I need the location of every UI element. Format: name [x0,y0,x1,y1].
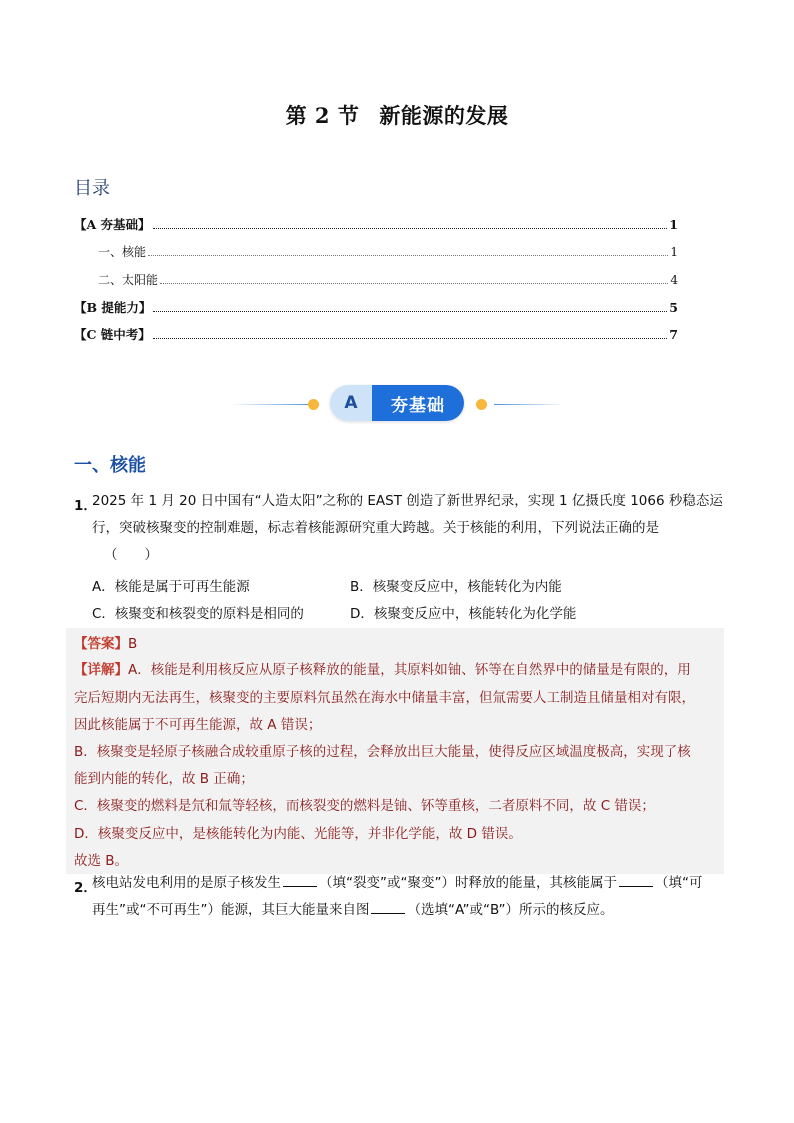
question-1-option-b[interactable]: B．核聚变反应中，核能转化为内能 [350,579,562,595]
question-2-text: （填“可 [654,875,703,891]
banner-dot-right [476,399,487,410]
section-heading: 一、核能 [74,455,146,476]
toc-entry-a[interactable] [74,215,678,233]
banner-line-right [494,404,564,405]
toc-entry-nuclear[interactable] [98,243,678,260]
detail-line: 完后短期内无法再生，核聚变的主要原料氘虽然在海水中储量丰富，但氚需要人工制造且储量相对有限， [74,690,695,706]
toc-leader-dots [160,283,668,284]
banner-label: 夯基础 [372,385,464,421]
section-number: 第 2 节 [285,103,360,128]
toc-entry-label: 二、太阳能 [98,273,159,287]
question-1-bracket: （ ） [104,547,158,563]
toc-entry-solar[interactable] [98,271,678,288]
question-1-option-c[interactable]: C．核聚变和核裂变的原料是相同的 [92,606,304,622]
toc-entry-c[interactable] [74,325,678,343]
banner-letter: A [330,385,372,421]
banner-pill [330,385,464,421]
detail-row [74,658,691,678]
question-2-text: 再生”或“不可再生”）能源，其巨大能量来自图 [92,902,370,918]
question-2-text: 核电站发电利用的是原子核发生 [92,875,281,891]
toc-entry-label: 【A 夯基础】 [74,217,151,232]
fill-blank[interactable] [619,886,653,887]
toc-entry-page: 4 [670,273,678,287]
question-2-text: （填“裂变”或“聚变”）时释放的能量，其核能属于 [319,875,617,891]
toc-leader-dots [153,338,667,339]
toc-leader-dots [153,311,667,312]
detail-line: 故选 B。 [74,853,129,869]
toc-leader-dots [153,228,668,229]
toc-entry-b[interactable] [74,298,678,316]
answer-tag: 【答案】 [74,636,128,652]
question-1-option-a[interactable]: A．核能是属于可再生能源 [92,579,250,595]
question-1-line-1: 2025 年 1 月 20 日中国有“人造太阳”之称的 EAST 创造了新世界纪录，实现 1 亿摄氏度 1066 秒稳态运 [92,493,723,509]
detail-line: D．核聚变反应中，是核能转化为内能、光能等，并非化学能，故 D 错误。 [74,826,522,842]
question-2-line-1 [92,870,702,897]
toc-entry-page: 1 [670,245,678,259]
question-1-number: 1． [74,498,97,514]
answer-row [74,632,137,652]
detail-line: B．核聚变是轻原子核融合成较重原子核的过程，会释放出巨大能量，使得反应区域温度极高，实现了核 [74,744,691,760]
question-1-line-2: 行，突破核聚变的控制难题，标志着核能源研究重大跨越。关于核能的利用，下列说法正确的是 [92,520,659,536]
section-title: 新能源的发展 [379,103,509,128]
toc-heading: 目录 [74,178,110,199]
question-2-number: 2． [74,880,97,896]
detail-tag: 【详解】 [74,662,128,678]
answer-value: B [128,636,138,652]
question-1-option-d[interactable]: D．核聚变反应中，核能转化为化学能 [350,606,577,622]
banner-dot-left [308,399,319,410]
detail-line: 能到内能的转化，故 B 正确； [74,771,254,787]
detail-line: 因此核能属于不可再生能源，故 A 错误； [74,717,322,733]
toc-entry-label: 【B 提能力】 [74,300,152,315]
fill-blank[interactable] [283,886,317,887]
section-banner [228,382,564,424]
toc-entry-page: 1 [669,217,678,232]
question-2-text: （选填“A”或“B”）所示的核反应。 [407,902,614,918]
detail-line: A．核能是利用核反应从原子核释放的能量，其原料如铀、钚等在自然界中的储量是有限的，用 [128,662,691,678]
toc-leader-dots [148,255,668,256]
banner-line-left [228,404,314,405]
toc-entry-page: 7 [669,327,678,342]
toc-entry-label: 一、核能 [98,245,147,259]
detail-line: C．核聚变的燃料是氘和氚等轻核，而核裂变的燃料是铀、钚等重核，二者原料不同，故 C 错误； [74,798,655,814]
page-title [0,100,794,130]
question-2-line-2 [92,897,614,924]
toc-entry-label: 【C 链中考】 [74,327,151,342]
fill-blank[interactable] [371,913,405,914]
toc-entry-page: 5 [669,300,678,315]
